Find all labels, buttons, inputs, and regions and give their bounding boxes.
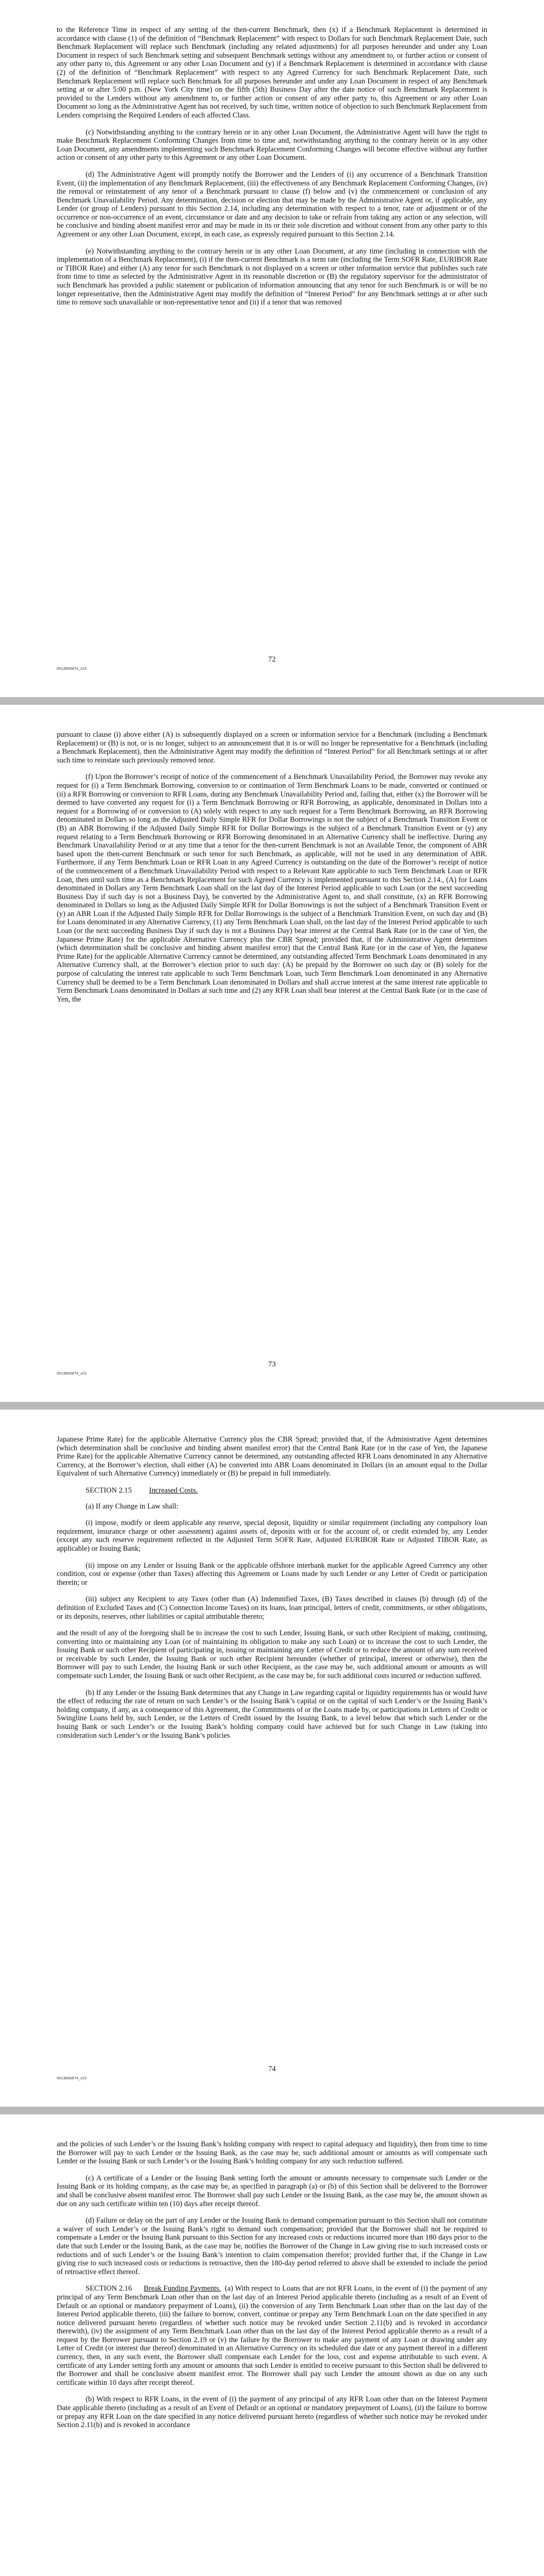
paragraph: Japanese Prime Rate) for the applicable Alternative Currency plus the CBR Spread; provided that, if the Administrative Agent determines (which determination shall be conclusive and binding absent manifest error) that the Central Bank Rate (or in the case of Yen, the Japanese Prime Rate) for the applicable Alternative Currency cannot be determined, any outstanding affected RFR Loans denominated in any Alternative Currency, at the Borrower’s election, shall either (A) be converted into ABR Loans denominated in Dollars (in an amount equal to the Dollar Equivalent of such Alternative Currency) immediately or (B) be prepaid in full immediately. xyxy=(57,1435,487,1478)
page-number: 72 xyxy=(268,655,276,664)
document-page-74 xyxy=(0,1410,544,2107)
paragraph: to the Reference Time in respect of any setting of the then-current Benchmark, then (x) if a Benchmark Replacement is determined in accordance with clause (1) of the definition of “Benchmark Replacement” with respect to Dollars for such Benchmark Replacement Date, such Benchmark Replacement will replace such Benchmark (including any related adjustments) for all purposes hereunder and under any Loan Document in respect of such Benchmark setting and subsequent Benchmark settings without any amendment to, or further action or consent of any other party to, this Agreement or any other Loan Document and (y) if a Benchmark Replacement is determined in accordance with clause (2) of the definition of “Benchmark Replacement” with respect to any Agreed Currency for such Benchmark Replacement Date, such Benchmark Replacement will replace such Benchmark for all purposes hereunder and under any Loan Document in respect of any Benchmark setting at or after 5:00 p.m. (New York City time) on the fifth (5th) Business Day after the date notice of such Benchmark Replacement is provided to the Lenders without any amendment to, or further action or consent of any other party to, this Agreement or any other Loan Document so long as the Administrative Agent has not received, by such time, written notice of objection to such Benchmark Replacement from Lenders comprising the Required Lenders of each affected Class. xyxy=(57,26,487,120)
paragraph: and the policies of such Lender’s or the Issuing Bank’s holding company with respect to capital adequacy and liquidity), then from time to time the Borrower will pay to such Lender or the Issuing Bank, as the case may be, such additional amount or amounts as will compensate such Lender or the Issuing Bank or such Lender’s or the Issuing Bank’s holding company for any such reduction suffered. xyxy=(57,2140,487,2166)
paragraph: (c) Notwithstanding anything to the contrary herein or in any other Loan Document, the Administrative Agent will have the right to make Benchmark Replacement Conforming Changes from time to time and, notwithstanding anything to the contrary herein or in any other Loan Document, any amendments implementing such Benchmark Replacement Conforming Changes will become effective without any further action or consent of any other party to this Agreement or any other Loan Document. xyxy=(57,128,487,162)
document-page-75 xyxy=(0,2114,544,2576)
paragraph: and the result of any of the foregoing shall be to increase the cost to such Lender, Issuing Bank, or such other Recipient of making, continuing, converting into or maintaining any Loan (or of maintaining its obligation to make any such Loan) or to increase the cost to such Lender, the Issuing Bank or such other Recipient of participating in, issuing or maintaining any Letter of Credit or to reduce the amount of any sum received or receivable by such Lender, the Issuing Bank or such other Recipient hereunder (whether of principal, interest or otherwise), then the Borrower will pay to such Lender, the Issuing Bank or such other Recipient, as the case may be, such additional amount or amounts as will compensate such Lender, the Issuing Bank or such other Recipient, as the case may be, for such additional costs incurred or reduction suffered. xyxy=(57,1629,487,1681)
section-text: (a) With respect to Loans that are not RFR Loans, in the event of (i) the payment of any principal of any Term Benchmark Loan other than on the last day of an Interest Period applicable thereto (including as a result of an Event of Default or an optional or mandatory prepayment of Loans), (ii) the conversion of any Term Benchmark Loan other than on the last day of the Interest Period applicable thereto, (iii) the failure to borrow, convert, continue or prepay any Term Benchmark Loan on the date specified in any notice delivered pursuant hereto (regardless of whether such notice may be revoked under Section 2.11(b) and is revoked in accordance therewith), (iv) the assignment of any Term Benchmark Loan other than on the last day of the Interest Period applicable thereto as a result of a request by the Borrower pursuant to Section 2.19 or (v) the failure by the Borrower to make any payment of any Loan or drawing under any Letter of Credit (or interest due thereof) denominated in an Alternative Currency on its scheduled due date or any payment thereof in a different currency, then, in any such event, the Borrower shall compensate each Lender for the loss, cost and expense attributable to such event. A certificate of any Lender setting forth any amount or amounts that such Lender is entitled to receive pursuant to this Section shall be delivered to the Borrower and shall be conclusive absent manifest error. The Borrower shall pay such Lender the amount shown as due on any such certificate within 10 days after receipt thereof. xyxy=(57,2284,487,2387)
paragraph: pursuant to clause (i) above either (A) is subsequently displayed on a screen or information service for a Benchmark (including a Benchmark Replacement) or (B) is not, or is no longer, subject to an announcement that it is or will no longer be representative for a Benchmark (including a Benchmark Replacement), then the Administrative Agent may modify the definition of “Interest Period” for all Benchmark settings at or after such time to reinstate such previously removed tenor. xyxy=(57,731,487,765)
section-title: Break Funding Payments. xyxy=(143,2284,221,2293)
paragraph: (b) If any Lender or the Issuing Bank determines that any Change in Law regarding capital or liquidity requirements has or would have the effect of reducing the rate of return on such Lender’s or the Issuing Bank’s capital or on the capital of such Lender’s or the Issuing Bank’s holding company, if any, as a consequence of this Agreement, the Commitments of or the Loans made by, or participations in Letters of Credit or Swingline Loans held by, such Lender, or the Letters of Credit issued by the Issuing Bank, to a level below that which such Lender or the Issuing Bank or such Lender’s or the Issuing Bank’s holding company could have achieved but for such Change in Law (taking into consideration such Lender’s or the Issuing Bank’s policies xyxy=(57,1688,487,1740)
section-paragraph xyxy=(57,2284,487,2387)
page-number: 73 xyxy=(268,1360,276,1368)
section-number: SECTION 2.16 xyxy=(86,2284,132,2293)
paragraph: (iii) subject any Recipient to any Taxes (other than (A) Indemnified Taxes, (B) Taxes described in clauses (b) through (d) of the definition of Excluded Taxes and (C) Connection Income Taxes) on its loans, loan principal, letters of credit, commitments, or other obligations, or its deposits, reserves, other liabilities or capital attributable thereto; xyxy=(57,1595,487,1621)
paragraph: (d) Failure or delay on the part of any Lender or the Issuing Bank to demand compensation pursuant to this Section shall not constitute a waiver of such Lender’s or the Issuing Bank’s right to demand such compensation; provided that the Borrower shall not be required to compensate a Lender or the Issuing Bank pursuant to this Section for any increased costs or reductions incurred more than 180 days prior to the date that such Lender or the Issuing Bank, as the case may be, notifies the Borrower of the Change in Law giving rise to such increased costs or reductions and of such Lender’s or the Issuing Bank’s intention to claim compensation therefor; provided further that, if the Change in Law giving rise to such increased costs or reductions is retroactive, then the 180-day period referred to above shall be extended to include the period of retroactive effect thereof. xyxy=(57,2216,487,2276)
paragraph: (f) Upon the Borrower’s receipt of notice of the commencement of a Benchmark Unavailability Period, the Borrower may revoke any request for (i) a Term Benchmark Borrowing, conversion to or continuation of Term Benchmark Loans to be made, converted or continued or (ii) a RFR Borrowing or conversion to RFR Loans, during any Benchmark Unavailability Period and, failing that, either (x) the Borrower will be deemed to have converted any request for (i) a Term Benchmark Borrowing or RFR Borrowing, as applicable, denominated in Dollars into a request for a Borrowing of or conversion to (A) solely with respect to any such request for a Term Benchmark Borrowing, an RFR Borrowing denominated in Dollars so long as the Adjusted Daily Simple RFR for Dollar Borrowings is not the subject of a Benchmark Transition Event or (B) an ABR Borrowing if the Adjusted Daily Simple RFR for Dollar Borrowings is the subject of a Benchmark Transition Event or (y) any request relating to a Term Benchmark Borrowing or RFR Borrowing denominated in an Alternative Currency shall be ineffective. During any Benchmark Unavailability Period or at any time that a tenor for the then-current Benchmark is not an Available Tenor, the component of ABR based upon the then-current Benchmark or such tenor for such Benchmark, as applicable, will not be used in any determination of ABR. Furthermore, if any Term Benchmark Loan or RFR Loan in any Agreed Currency is outstanding on the date of the Borrower’s receipt of notice of the commencement of a Benchmark Unavailability Period with respect to a Relevant Rate applicable to such Term Benchmark Loan or RFR Loan, then until such time as a Benchmark Replacement for such Agreed Currency is implemented pursuant to this Section 2.14., (A) for Loans denominated in Dollars any Term Benchmark Loan shall on the last day of the Interest Period applicable to such Loan (or the next succeeding Business Day if such day is not a Business Day), be converted by the Administrative Agent to, and shall constitute, (x) an RFR Borrowing denominated in Dollars so long as the Adjusted Daily Simple RFR for Dollar Borrowings is not the subject of a Benchmark Transition Event or (y) an ABR Loan if the Adjusted Daily Simple RFR for Dollar Borrowings is the subject of a Benchmark Transition Event, on such day and (B) for Loans denominated in any Alternative Currency, (1) any Term Benchmark Loan shall, on the last day of the Interest Period applicable to such Loan (or the next succeeding Business Day if such day is not a Business Day) bear interest at the Central Bank Rate (or in the case of Yen, the Japanese Prime Rate) for the applicable Alternative Currency plus the CBR Spread; provided that, if the Administrative Agent determines (which determination shall be conclusive and binding absent manifest error) that the Central Bank Rate (or in the case of Yen, the Japanese Prime Rate) for the applicable Alternative Currency cannot be determined, any outstanding affected Term Benchmark Loans denominated in any Alternative Currency shall, at the Borrower’s election prior to such day: (A) be prepaid by the Borrower on such day or (B) solely for the purpose of calculating the interest rate applicable to such Term Benchmark Loan, such Term Benchmark Loan denominated in any Alternative Currency shall be deemed to be a Term Benchmark Loan denominated in Dollars and shall accrue interest at the same interest rate applicable to Term Benchmark Loans denominated in Dollars at such time and (2) any RFR Loan shall bear interest at the Central Bank Rate (or in the case of Yen, the xyxy=(57,773,487,1004)
page-number: 74 xyxy=(268,2065,276,2073)
paragraph: (a) If any Change in Law shall: xyxy=(86,1502,178,1511)
paragraph: (e) Notwithstanding anything to the contrary herein or in any other Loan Document, at any time (including in connection with the implementation of a Benchmark Replacement), (i) if the then-current Benchmark is a term rate (including the Term SOFR Rate, EURIBOR Rate or TIBOR Rate) and either (A) any tenor for such Benchmark is not displayed on a screen or other information service that publishes such rate from time to time as selected by the Administrative Agent in its reasonable discretion or (B) the regulatory supervisor for the administrator of such Benchmark has provided a public statement or publication of information announcing that any tenor for such Benchmark is or will be no longer representative, then the Administrative Agent may modify the definition of “Interest Period” for any Benchmark settings at or after such time to remove such unavailable or non-representative tenor and (ii) if a tenor that was removed xyxy=(57,247,487,307)
document-page-72 xyxy=(0,0,544,697)
section-number: SECTION 2.15 xyxy=(86,1486,132,1495)
paragraph: (ii) impose on any Lender or Issuing Bank or the applicable offshore interbank market for the applicable Agreed Currency any other condition, cost or expense (other than Taxes) affecting this Agreement or Loans made by such Lender or any Letter of Credit or participation therein; or xyxy=(57,1561,487,1587)
paragraph: (d) The Administrative Agent will promptly notify the Borrower and the Lenders of (i) any occurrence of a Benchmark Transition Event, (ii) the implementation of any Benchmark Replacement, (iii) the effectiveness of any Benchmark Replacement Conforming Changes, (iv) the removal or reinstatement of any tenor of a Benchmark pursuant to clause (f) below and (v) the commencement or conclusion of any Benchmark Unavailability Period. Any determination, decision or election that may be made by the Administrative Agent or, if applicable, any Lender (or group of Lenders) pursuant to this Section 2.14, including any determination with respect to a tenor, rate or adjustment or of the occurrence or non-occurrence of an event, circumstance or date and any decision to take or refrain from taking any action or any selection, will be conclusive and binding absent manifest error and may be made in its or their sole discretion and without consent from any other party to this Agreement or any other Loan Document, except, in each case, as expressly required pursuant to this Section 2.14. xyxy=(57,170,487,239)
section-title: Increased Costs. xyxy=(149,1486,198,1495)
document-id: 0513650874_v23 xyxy=(57,1371,87,1376)
document-page-73 xyxy=(0,705,544,1402)
section-heading xyxy=(86,1486,487,1495)
paragraph: (b) With respect to RFR Loans, in the event of (i) the payment of any principal of any RFR Loan other than on the Interest Payment Date applicable thereto (including as a result of an Event of Default or an optional or mandatory prepayment of Loans), (ii) the failure to borrow or prepay any RFR Loan on the date specified in any notice delivered pursuant hereto (regardless of whether such notice may be revoked under Section 2.11(b) and is revoked in accordance xyxy=(57,2395,487,2430)
document-id: 0513650874_v23 xyxy=(57,666,87,671)
document-id: 0513650874_v23 xyxy=(57,2076,87,2080)
paragraph: (i) impose, modify or deem applicable any reserve, special deposit, liquidity or similar requirement (including any compulsory loan requirement, insurance charge or other assessment) against assets of, deposits with or for the account of, or credit extended by, any Lender (except any such reserve requirement reflected in the Adjusted Term SOFR Rate, Adjusted EURIBOR Rate or Adjusted TIBOR Rate, as applicable) or Issuing Bank; xyxy=(57,1519,487,1553)
paragraph: (c) A certificate of a Lender or the Issuing Bank setting forth the amount or amounts necessary to compensate such Lender or the Issuing Bank or its holding company, as the case may be, as specified in paragraph (a) or (b) of this Section shall be delivered to the Borrower and shall be conclusive absent manifest error. The Borrower shall pay such Lender or the Issuing Bank, as the case may be, the amount shown as due on any such certificate within ten (10) days after receipt thereof. xyxy=(57,2174,487,2208)
